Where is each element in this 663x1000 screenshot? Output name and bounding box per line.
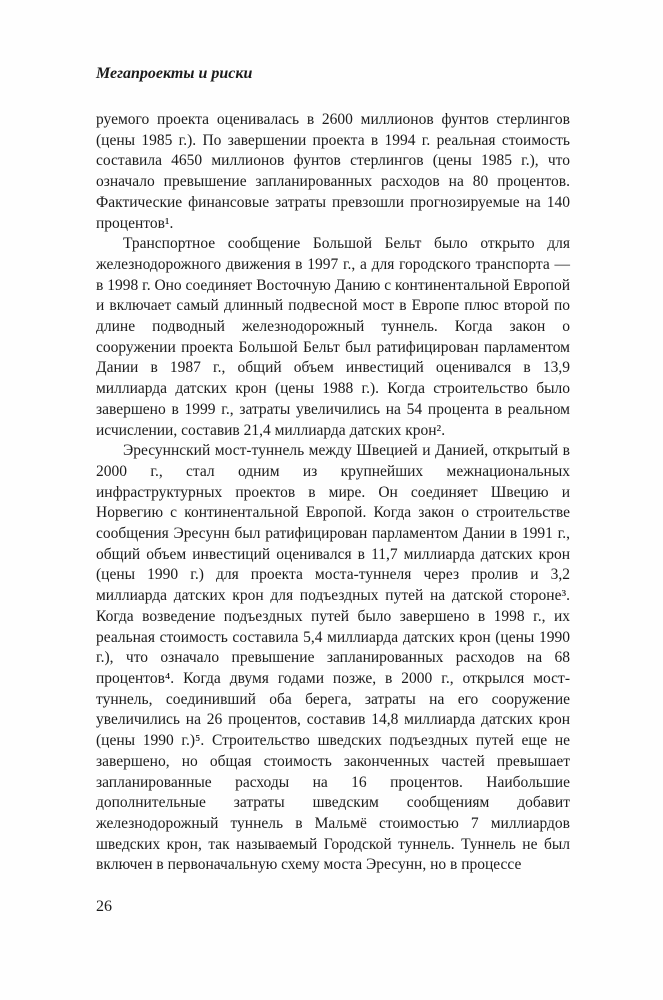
running-header: Мегапроекты и риски — [96, 65, 253, 82]
paragraph-1: руемого проекта оценивалась в 2600 миллионов фунтов стерлингов (цены 1985 г.). По завершении проекта в 1994 г. реальная стоимость составила 4650 миллионов фунтов стерлингов (цены 1985 г.), что означало превышение запланированных расходов на 80 процентов. Фактические финансовые затраты превзошли прогнозируемые на 140 процентов¹. — [96, 111, 570, 232]
paragraph-3: Эресуннский мост-туннель между Швецией и Данией, открытый в 2000 г., стал одним из крупнейших межнациональных инфраструктурных проектов в мире. Он соединяет Швецию и Норвегию с континентальной Европой. Когда закон о строительстве сообщения Эресунн был ратифицирован парламентом Дании в 1991 г., общий объем инвестиций оценивался в 11,7 миллиарда датских крон (цены 1990 г.) для проекта моста-туннеля через пролив и 3,2 миллиарда датских крон для подъездных путей на датской стороне³. Когда возведение подъездных путей было завершено в 1998 г., их реальная стоимость составила 5,4 миллиарда датских крон (цены 1990 г.), что означало превышение запланированных расходов на 68 процентов⁴. Когда двумя годами позже, в 2000 г., открылся мост-туннель, соединивший оба берега, затраты на его сооружение увеличились на 26 процентов, составив 14,8 миллиарда датских крон (цены 1990 г.)⁵. Строительство шведских подъездных путей еще не завершено, но общая стоимость законченных частей превышает запланированные расходы на 16 процентов. Наибольшие дополнительные затраты шведским сообщениям добавит железнодорожный туннель в Мальмё стоимостью 7 миллиардов шведских крон, так называемый Городской туннель. Туннель не был включен в первоначальную схему моста Эресунн, но в процессе — [96, 442, 570, 874]
page-number: 26 — [96, 898, 112, 915]
page-body — [96, 110, 570, 876]
paragraph-2: Транспортное сообщение Большой Бельт было открыто для железнодорожного движения в 1997 г., а для городского транспорта — в 1998 г. Оно соединяет Восточную Данию с континентальной Европой и включает самый длинный подвесной мост в Европе плюс второй по длине подводный железнодорожный туннель. Когда закон о сооружении проекта Большой Бельт был ратифицирован парламентом Дании в 1987 г., общий объем инвестиций оценивался в 13,9 миллиарда датских крон (цены 1988 г.). Когда строительство было завершено в 1999 г., затраты увеличились на 54 процента в реальном исчислении, составив 21,4 миллиарда датских крон². — [96, 235, 570, 439]
